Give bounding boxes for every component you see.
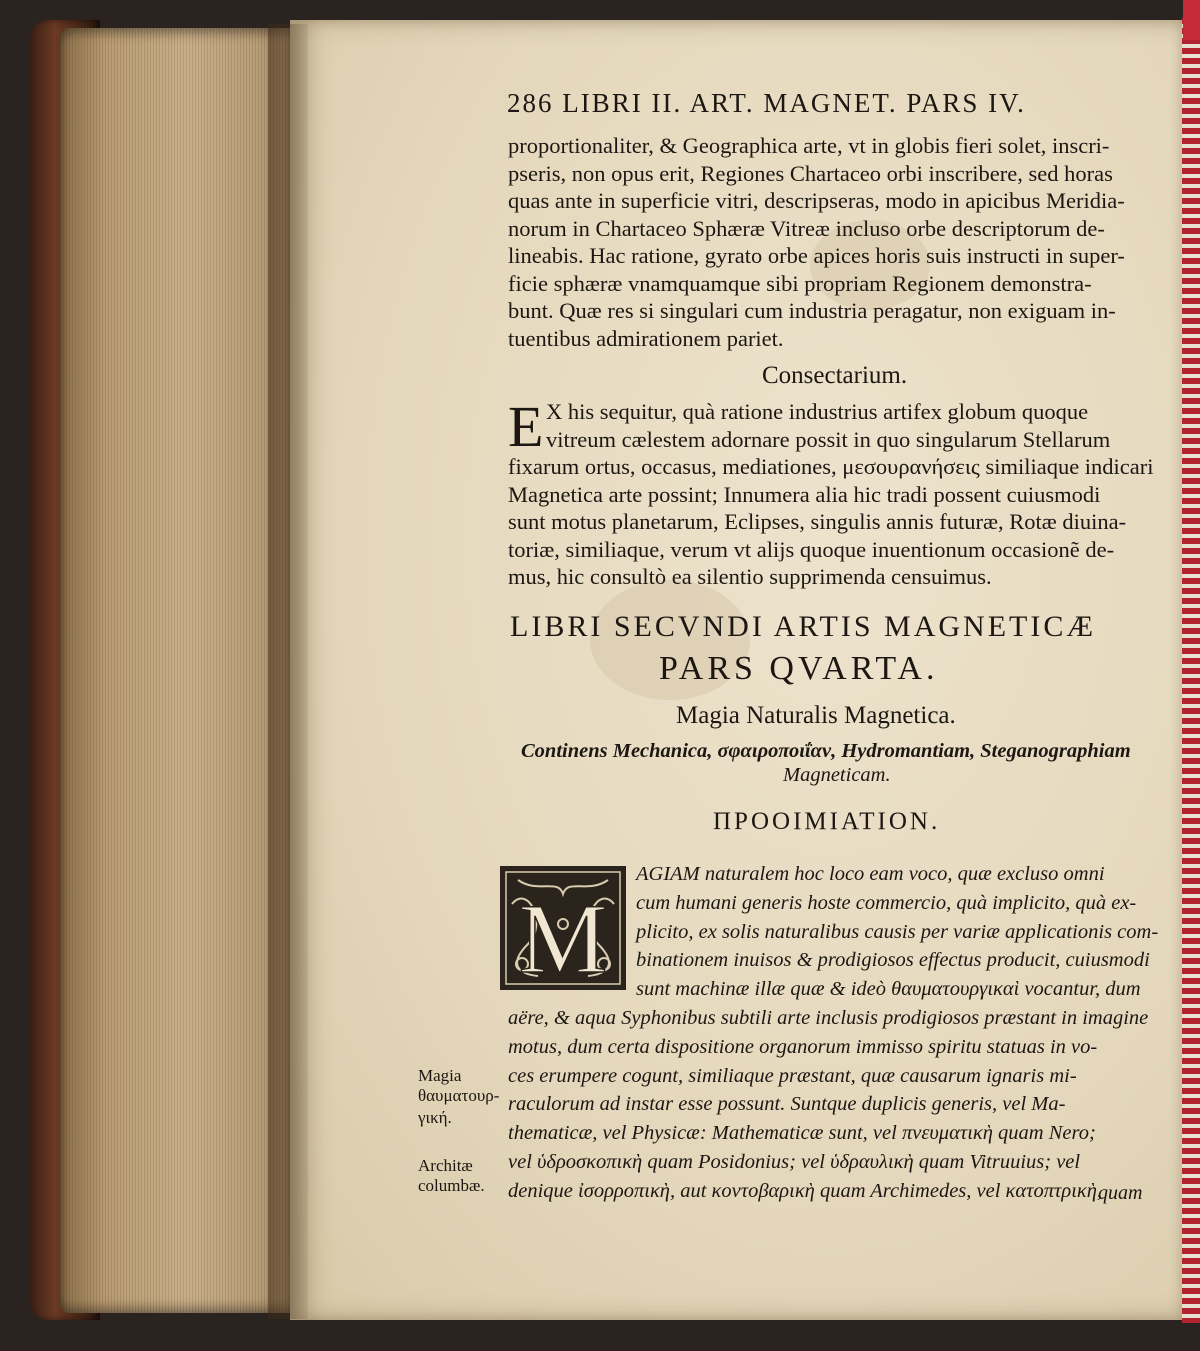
running-head: 286 LIBRI II. ART. MAGNET. PARS IV. xyxy=(507,88,1026,118)
margin-note: Magia xyxy=(418,1066,462,1085)
consectarium-heading: Consectarium. xyxy=(762,362,908,389)
text-line: cum humani generis hoste commercio, quà implicito, quà ex- xyxy=(636,891,1137,914)
text-line: vel ὑδροσκοπικὴ quam Posidonius; vel ὑδραυλικὴ quam Vitruuius; vel xyxy=(508,1150,1081,1173)
text-line: thematicæ, vel Physicæ: Mathematicæ sunt, vel πνευματικὴ quam Nero; xyxy=(508,1122,1096,1145)
margin-note: Architæ xyxy=(418,1156,473,1175)
text-line: bunt. Quæ res si singulari cum industria peragatur, non exiguam in- xyxy=(508,298,1116,323)
prooimion-heading: ΠΡΟΟΙΜΙΑΤΙΟΝ. xyxy=(713,808,941,835)
margin-note: θαυματουρ- xyxy=(418,1086,500,1105)
margin-note: γική. xyxy=(418,1108,452,1127)
text-line: mus, hic consultò ea silentio supprimenda censuimus. xyxy=(508,564,992,589)
initial-letter: M xyxy=(518,883,608,992)
text-line: sunt machinæ illæ quæ & ideò θαυματουργικαὶ vocantur, dum xyxy=(636,978,1141,1001)
text-line: raculorum ad instar esse possunt. Suntque duplicis generis, vel Ma- xyxy=(508,1093,1066,1116)
section-title-line-1: LIBRI SECVNDI ARTIS MAGNETICÆ xyxy=(510,610,1097,643)
text-line: toriæ, similiaque, verum vt alijs quoque inuentionum occasionẽ de- xyxy=(508,536,1115,562)
text-line: sunt motus planetarum, Eclipses, singulis annis futuræ, Rotæ diuina- xyxy=(508,509,1127,534)
facing-page-edge xyxy=(1182,18,1200,1323)
text-line: aëre, & aqua Syphonibus subtili arte inclusis prodigiosos præstant in imagine xyxy=(508,1006,1149,1029)
text-line: plicito, ex solis naturalibus causis per variæ applicationis com- xyxy=(636,920,1159,943)
section-title-line-2: PARS QVARTA. xyxy=(659,650,939,687)
text-line: fixarum ortus, occasus, mediationes, μεσουρανήσεις similiaque indicari xyxy=(508,454,1154,479)
text-line: ficie sphæræ vnamquamque sibi propriam Regionem demonstra- xyxy=(508,270,1092,296)
margin-note: columbæ. xyxy=(418,1176,485,1195)
page-gutter xyxy=(268,24,308,1319)
text-line: proportionaliter, & Geographica arte, vt in globis fieri solet, inscri- xyxy=(508,133,1110,158)
dropcap-initial-e: E xyxy=(508,394,544,459)
contents-line-2: Magneticam. xyxy=(783,764,891,786)
text-line: norum in Chartaceo Sphæræ Vitreæ incluso orbe descriptorum de- xyxy=(508,215,1105,241)
text-line: quas ante in superficie vitri, descripseras, modo in apicibus Meridia- xyxy=(508,188,1125,213)
text-line: motus, dum certa dispositione organorum immisso spiritu statuas in vo- xyxy=(508,1035,1098,1058)
text-line: tuentibus admirationem pariet. xyxy=(508,325,784,351)
catchword: quam xyxy=(1098,1182,1143,1204)
text-line: AGIAM naturalem hoc loco eam voco, quæ excluso omni xyxy=(636,863,1105,885)
contents-line-1: Continens Mechanica, σφαιροποιΐαν, Hydromantiam, Steganographiam xyxy=(521,740,1131,762)
text-line: Magnetica arte possint; Innumera alia hic tradi possent cuiusmodi xyxy=(508,481,1101,507)
paragraph-block-3 xyxy=(508,860,1158,1206)
text-line: lineabis. Hac ratione, gyrato orbe apices horis suis instructi in super- xyxy=(508,243,1125,268)
text-line: vitreum cælestem adornare possit in quo singularum Stellarum xyxy=(546,426,1111,452)
paragraph-block-1 xyxy=(508,132,1125,352)
text-line: X his sequitur, quà ratione industrius artifex globum quoque xyxy=(546,399,1089,424)
text-line: pseris, non opus erit, Regiones Chartaceo orbi inscribere, sed horas xyxy=(508,160,1113,186)
text-line: denique ἰσορροπικὴ, aut κοντοβαρικὴ quam Archimedes, vel κατοπτρικὴ, xyxy=(508,1179,1103,1202)
text-line: ces erumpere cogunt, similiaque præstant, quæ causarum ignaris mi- xyxy=(508,1064,1077,1087)
page-marker-tab xyxy=(1183,0,1200,40)
section-subtitle: Magia Naturalis Magnetica. xyxy=(676,702,956,729)
book-fore-edge xyxy=(60,28,292,1313)
text-line: binationem inuisos & prodigiosos effectus producit, cuiusmodi xyxy=(636,949,1150,972)
paragraph-block-2 xyxy=(508,394,1154,591)
